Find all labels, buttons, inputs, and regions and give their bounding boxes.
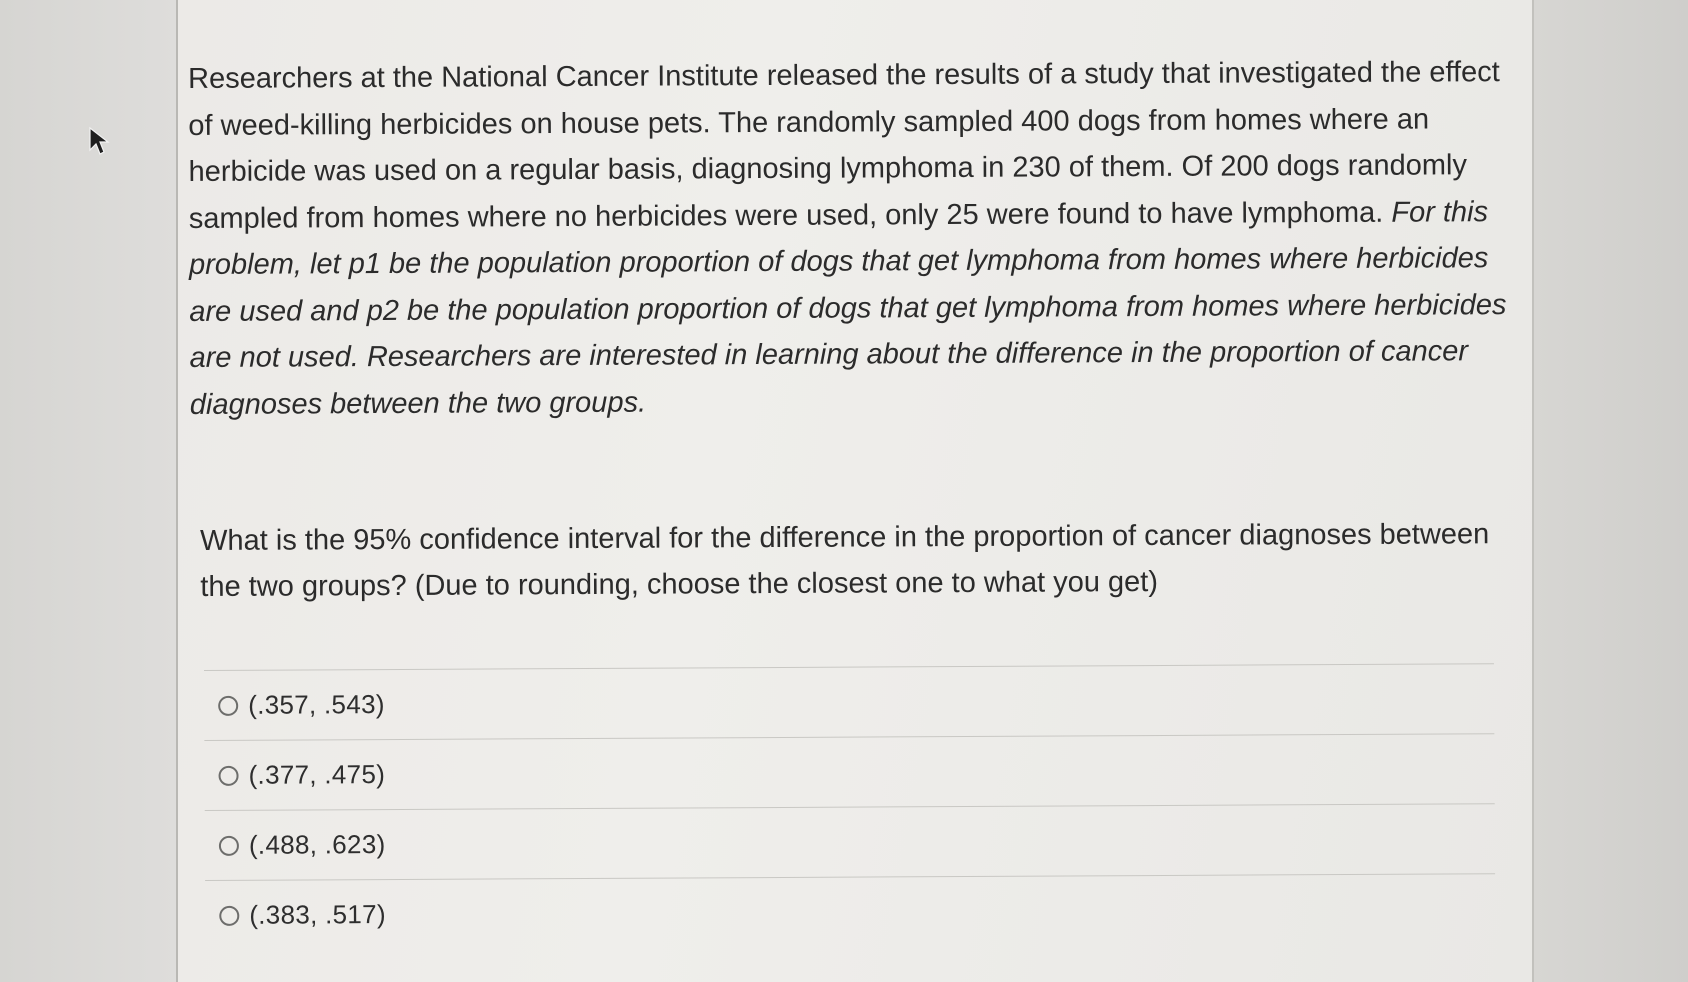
answer-option-label: (.383, .517) — [249, 899, 386, 930]
passage-paragraph — [188, 49, 1510, 428]
radio-circle-icon[interactable] — [219, 835, 239, 855]
right-margin — [1534, 0, 1688, 982]
answer-option-3[interactable] — [205, 803, 1495, 880]
radio-circle-icon[interactable] — [219, 905, 239, 925]
passage-italic-text: For this problem, let p1 be the population proportion of dogs that get lymphoma from homes where herbicides are used and p2 be the population proportion of dogs that get lymphoma from homes where herbicides are not used. Researchers are interested in learning about the difference in the proportion of cancer diagnoses between the two groups. — [189, 195, 1507, 421]
answer-option-label: (.357, .543) — [248, 689, 385, 720]
question-prompt — [200, 511, 1510, 610]
answer-option-label: (.377, .475) — [248, 759, 386, 790]
answer-option-1[interactable] — [204, 663, 1494, 740]
radio-circle-icon[interactable] — [218, 695, 238, 715]
problem-passage — [188, 49, 1510, 428]
mouse-pointer-icon — [88, 126, 112, 158]
answer-option-2[interactable] — [204, 733, 1494, 810]
answer-options — [204, 663, 1495, 950]
passage-plain-text: Researchers at the National Cancer Institute released the results of a study that investigated the effect of weed-killing herbicides on house pets. The randomly sampled 400 dogs from homes where an herbicide was used on a regular basis, diagnosing lymphoma in 230 of them. Of 200 dogs randomly sampled from homes where no herbicides were used, only 25 were found to have lymphoma. — [188, 56, 1500, 235]
question-text: What is the 95% confidence interval for the difference in the proportion of cancer diagnoses between the two groups? (Due to rounding, choose the closest one to what you get) — [200, 518, 1490, 603]
answer-option-label: (.488, .623) — [248, 829, 386, 860]
radio-circle-icon[interactable] — [218, 765, 238, 785]
answer-option-4[interactable] — [205, 873, 1495, 950]
